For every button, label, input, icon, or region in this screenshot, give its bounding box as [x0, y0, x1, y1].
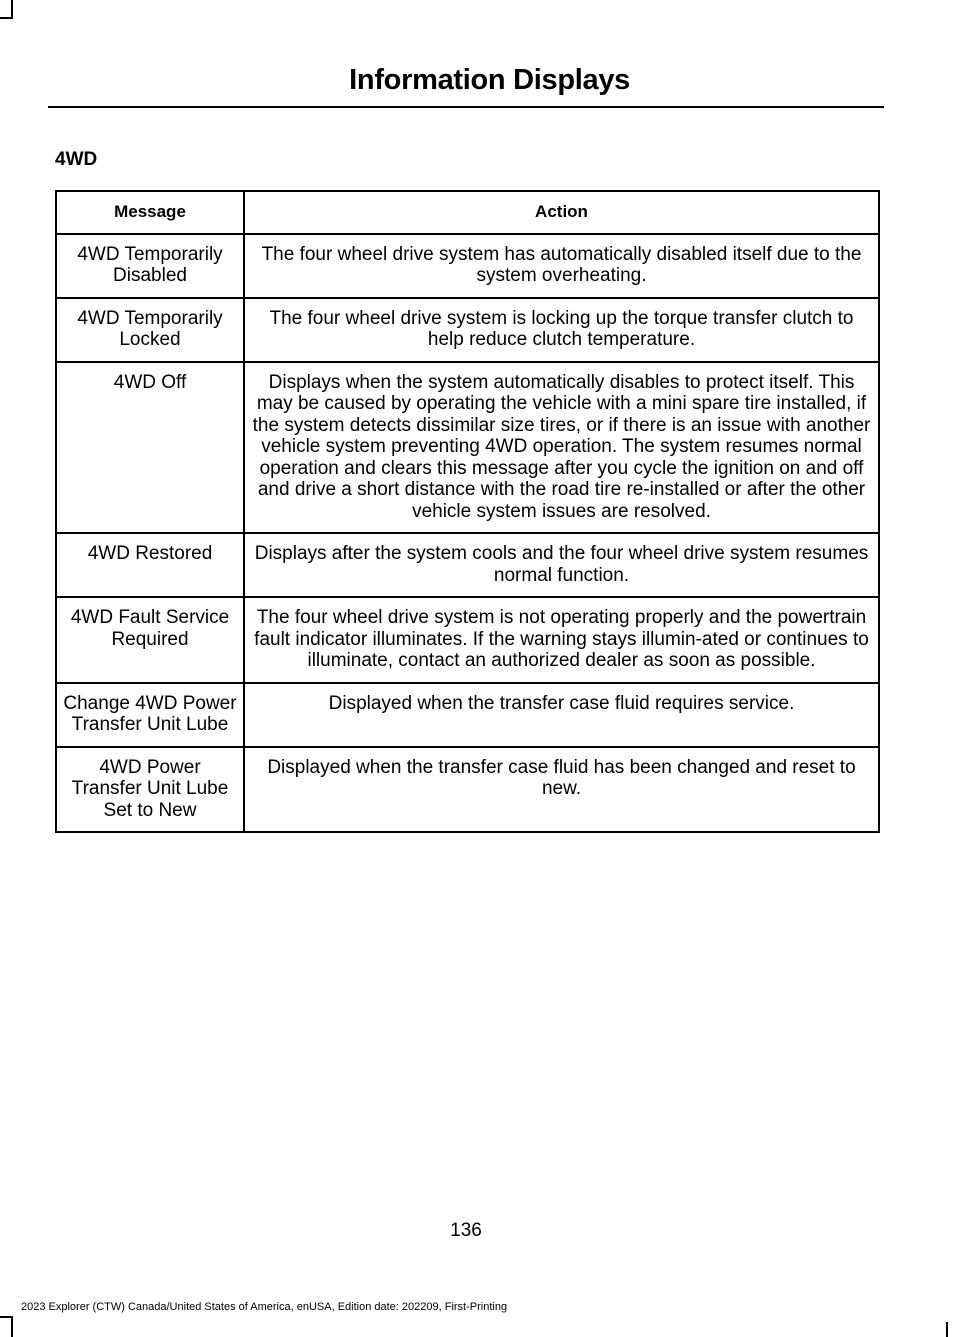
action-cell: The four wheel drive system has automatically disabled itself due to the system overheating.: [244, 234, 879, 298]
table-row: [56, 747, 879, 833]
table-row: [56, 362, 879, 534]
message-cell: 4WD Off: [56, 362, 244, 534]
action-cell: Displayed when the transfer case fluid requires service.: [244, 683, 879, 747]
crop-mark-bottom-left-horizontal: [0, 1316, 13, 1318]
edition-footer: 2023 Explorer (CTW) Canada/United States of America, enUSA, Edition date: 202209, First-Printing: [21, 1301, 508, 1313]
crop-mark-top-left-horizontal: [0, 17, 13, 19]
header-divider: [48, 106, 884, 108]
table-row: [56, 298, 879, 362]
action-cell: Displays when the system automatically disables to protect itself. This may be caused by operating the vehicle with a mini spare tire installed, if the system detects dissimilar size tires, or if there is an issue with another vehicle system preventing 4WD operation. The system resumes normal operation and clears this message after you cycle the ignition on and off and drive a short distance with the road tire re-installed or after the other vehicle system issues are resolved.: [244, 362, 879, 534]
crop-mark-bottom-left-vertical: [11, 1316, 13, 1337]
action-cell: The four wheel drive system is locking up the torque transfer clutch to help reduce clutch temperature.: [244, 298, 879, 362]
page-number: 136: [450, 1220, 482, 1241]
action-cell: Displayed when the transfer case fluid has been changed and reset to new.: [244, 747, 879, 833]
table-row: [56, 597, 879, 683]
message-cell: 4WD Fault Service Required: [56, 597, 244, 683]
table-row: [56, 234, 879, 298]
column-header-action: Action: [244, 191, 879, 234]
crop-mark-bottom-right-vertical: [946, 1322, 948, 1337]
action-cell: Displays after the system cools and the four wheel drive system resumes normal function.: [244, 533, 879, 597]
message-cell: 4WD Power Transfer Unit Lube Set to New: [56, 747, 244, 833]
action-cell: The four wheel drive system is not operating properly and the powertrain fault indicator illuminates. If the warning stays illumin-ated or continues to illuminate, contact an authorized dealer as soon as possible.: [244, 597, 879, 683]
message-cell: 4WD Restored: [56, 533, 244, 597]
message-table: [55, 190, 880, 833]
message-cell: 4WD Temporarily Disabled: [56, 234, 244, 298]
message-cell: Change 4WD Power Transfer Unit Lube: [56, 683, 244, 747]
table-header-row: [56, 191, 879, 234]
page-title: Information Displays: [349, 64, 630, 96]
section-title: 4WD: [55, 149, 98, 170]
table-row: [56, 533, 879, 597]
message-cell: 4WD Temporarily Locked: [56, 298, 244, 362]
column-header-message: Message: [56, 191, 244, 234]
table-row: [56, 683, 879, 747]
crop-mark-top-left-vertical: [11, 0, 13, 18]
